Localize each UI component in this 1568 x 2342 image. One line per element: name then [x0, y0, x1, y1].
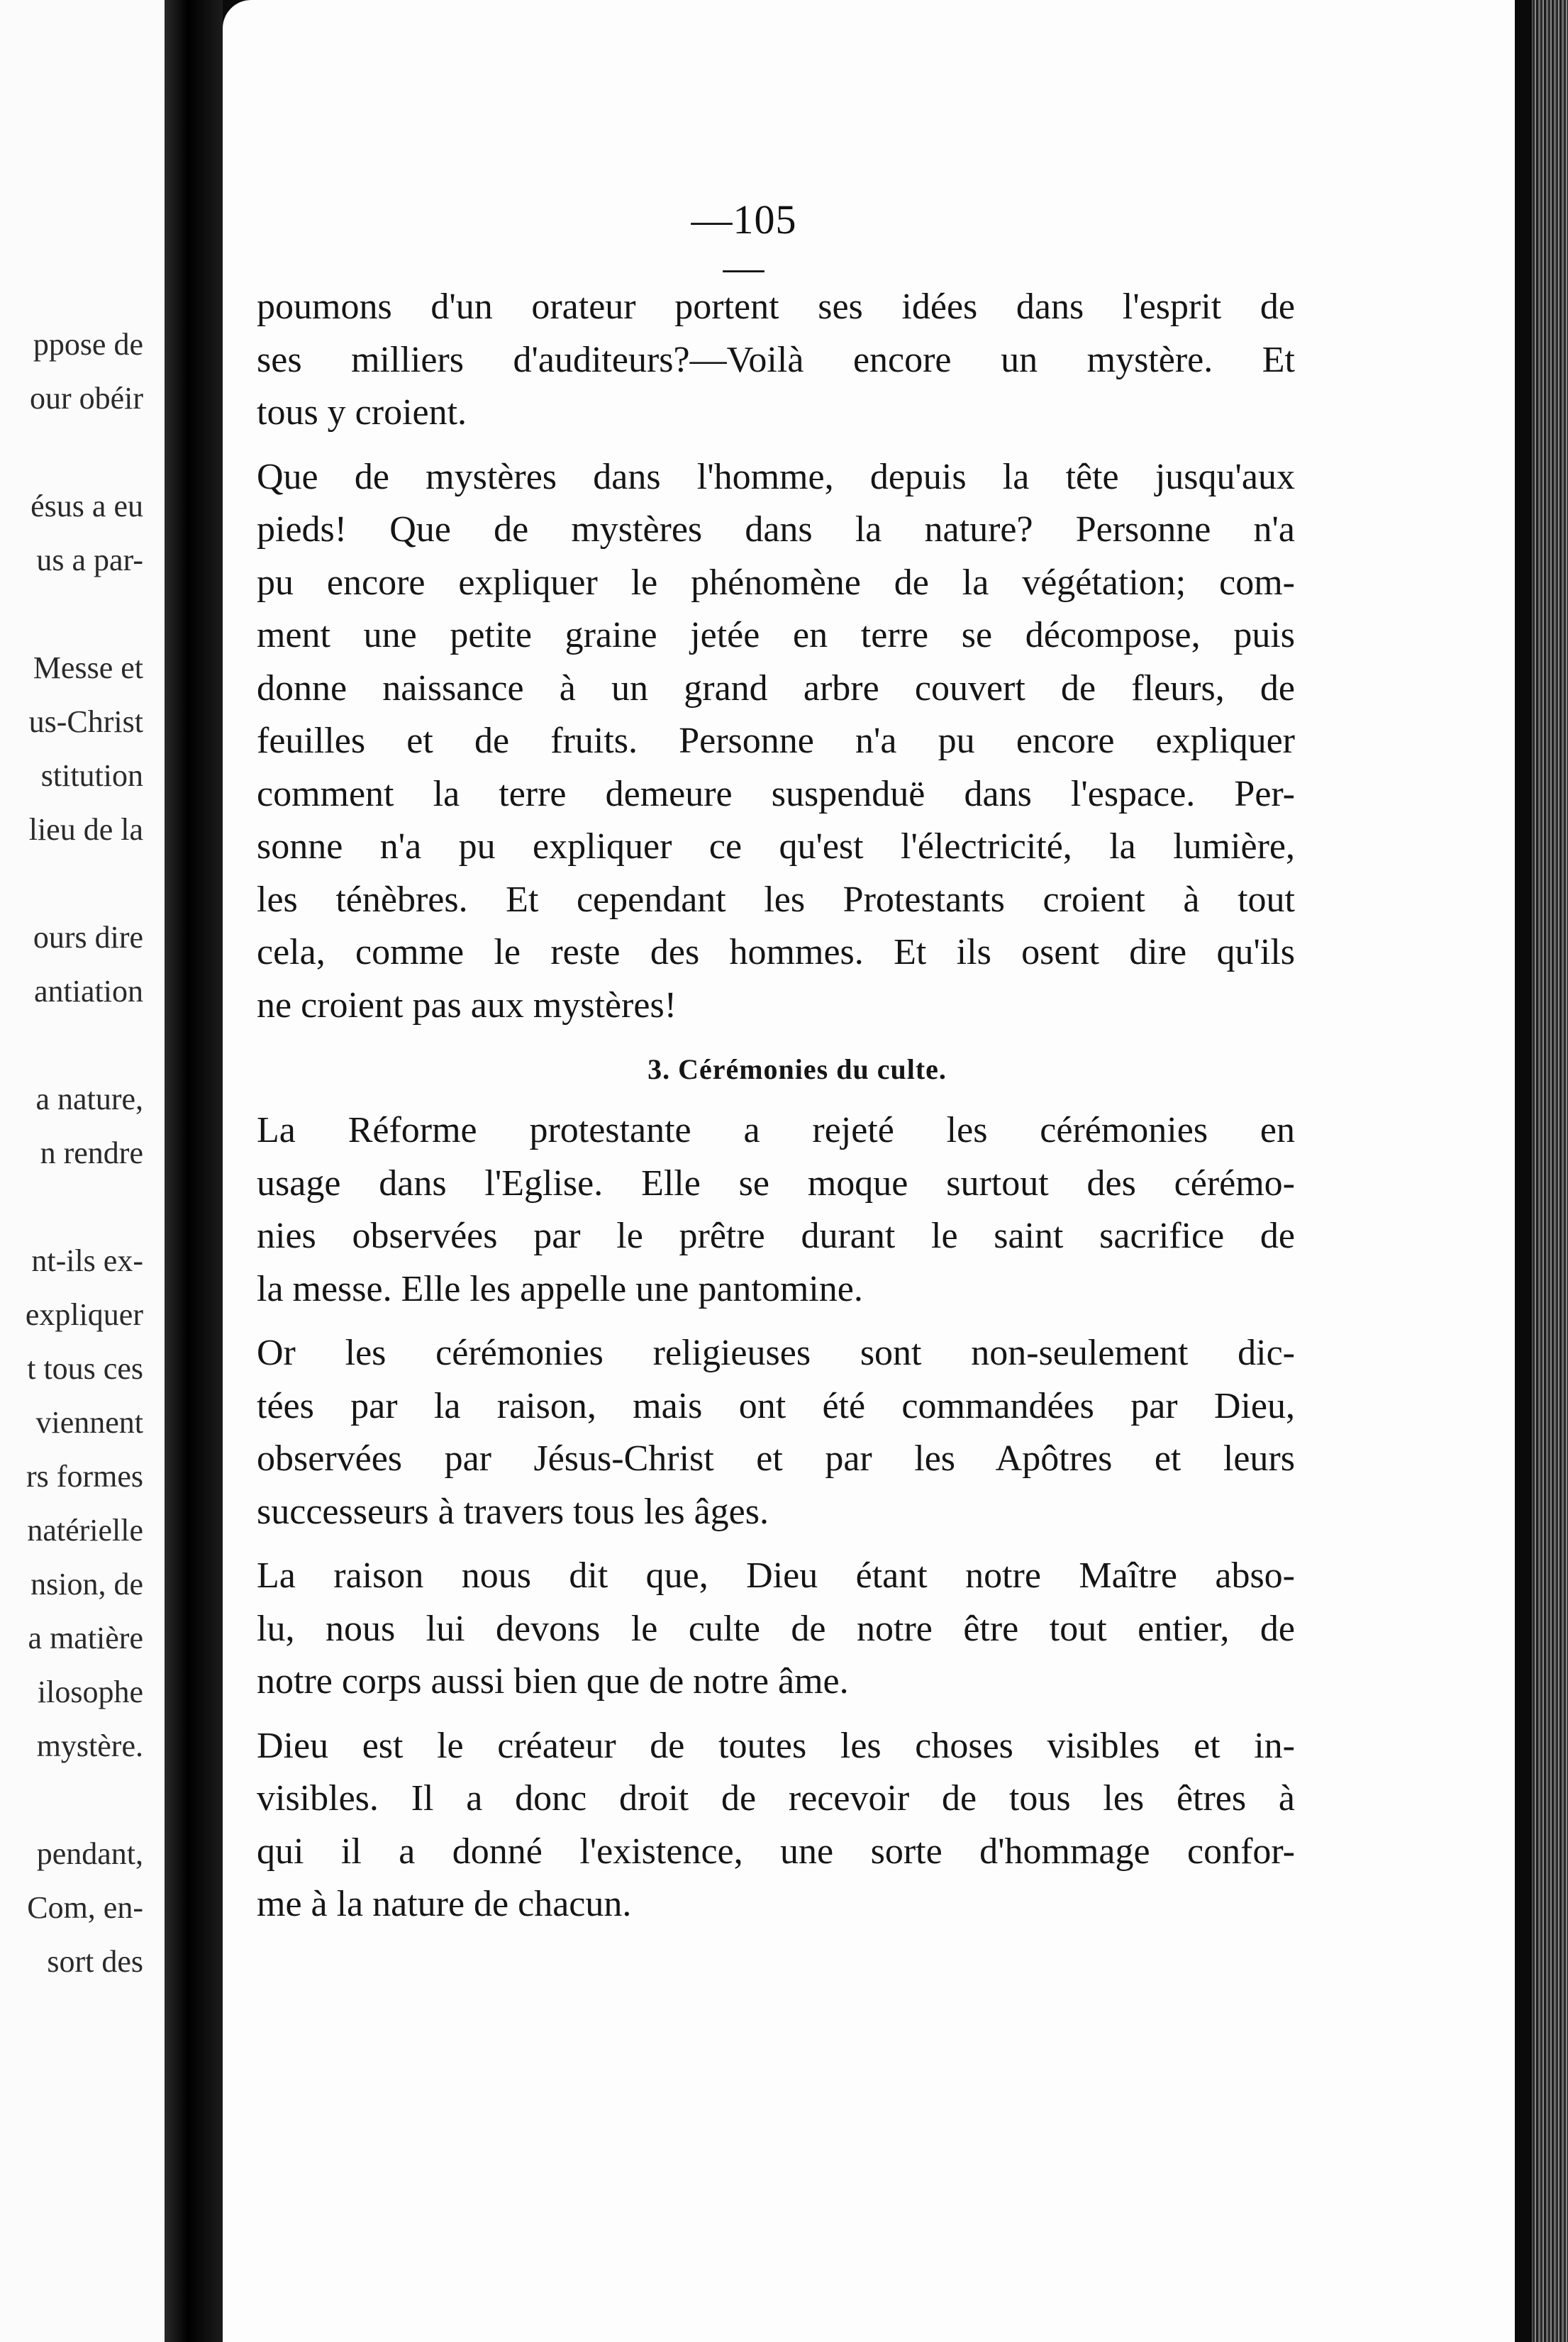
facing-line: n rendre — [40, 1136, 143, 1170]
text-line: la messe. Elle les appelle une pantomine. — [257, 1268, 863, 1309]
facing-line: us-Christ — [28, 704, 143, 739]
text-line: visibles. Il a donc droit de recevoir de tous les êtres à — [257, 1778, 1295, 1819]
text-line: nies observées par le prêtre durant le saint sacrifice de — [257, 1216, 1295, 1256]
text-line: Dieu est le créateur de toutes les choses visibles et in- — [257, 1725, 1295, 1766]
paragraph — [257, 451, 1295, 1033]
facing-line: ppose de — [33, 327, 143, 362]
text-line: feuilles et de fruits. Personne n'a pu encore expliquer — [257, 721, 1295, 761]
text-line: lu, nous lui devons le culte de notre être tout entier, de — [257, 1608, 1295, 1649]
text-line: successeurs à travers tous les âges. — [257, 1491, 769, 1532]
page-body — [257, 281, 1295, 1931]
paragraph — [257, 1550, 1295, 1709]
text-line: donne naissance à un grand arbre couvert de fleurs, de — [257, 667, 1295, 709]
paragraph — [257, 281, 1295, 440]
facing-line: viennent — [35, 1405, 143, 1440]
facing-line: our obéir — [29, 381, 143, 416]
facing-line: a matière — [28, 1621, 143, 1655]
text-line: les ténèbres. Et cependant les Protestants croient à tout — [257, 879, 1295, 920]
facing-line: ilosophe — [37, 1675, 143, 1709]
text-line: cela, comme le reste des hommes. Et ils osent dire qu'ils — [257, 932, 1295, 972]
text-line: qui il a donné l'existence, une sorte d'hommage confor- — [257, 1831, 1295, 1872]
facing-line: mystère. — [36, 1728, 143, 1763]
text-line: poumons d'un orateur portent ses idées dans l'esprit de — [257, 287, 1295, 327]
facing-page — [0, 0, 183, 2342]
text-line: ses milliers d'auditeurs?—Voilà encore un mystère. Et — [257, 339, 1295, 380]
facing-page-text — [26, 318, 143, 1989]
page-number: —105— — [691, 196, 797, 290]
facing-line: lieu de la — [28, 812, 143, 847]
text-line: sonne n'a pu expliquer ce qu'est l'électricité, la lumière, — [257, 826, 1295, 867]
section-heading: 3. Cérémonies du culte. — [647, 1053, 947, 1085]
paragraph — [257, 1104, 1295, 1316]
facing-line: t tous ces — [27, 1351, 143, 1386]
facing-line: nsion, de — [30, 1567, 143, 1602]
page-edges — [1515, 0, 1568, 2342]
facing-line: natérielle — [27, 1513, 143, 1548]
text-line: ne croient pas aux mystères! — [257, 984, 677, 1026]
paragraph — [257, 1327, 1295, 1538]
text-line: tées par la raison, mais ont été commandées par Dieu, — [257, 1385, 1295, 1426]
facing-line: Com, en- — [27, 1890, 143, 1925]
facing-line: rs formes — [26, 1459, 143, 1494]
text-line: ment une petite graine jetée en terre se décompose, puis — [257, 615, 1295, 655]
text-line: Que de mystères dans l'homme, depuis la tête jusqu'aux — [257, 456, 1295, 497]
text-line: usage dans l'Eglise. Elle se moque surtout des cérémo- — [257, 1162, 1295, 1204]
text-line: pu encore expliquer le phénomène de la végétation; com- — [257, 562, 1295, 603]
facing-line: expliquer — [25, 1297, 143, 1332]
text-line: tous y croient. — [257, 392, 467, 433]
text-line: me à la nature de chacun. — [257, 1884, 632, 1924]
paragraph — [257, 1720, 1295, 1931]
facing-line: us a par- — [36, 543, 143, 577]
text-line: La Réforme protestante a rejeté les cérémonies en — [257, 1110, 1295, 1150]
facing-line: Messe et — [33, 650, 143, 685]
text-line: La raison nous dit que, Dieu étant notre Maître abso- — [257, 1555, 1295, 1596]
facing-line: sort des — [47, 1944, 143, 1979]
facing-line: stitution — [40, 758, 143, 793]
text-line: observées par Jésus-Christ et par les Apôtres et leurs — [257, 1438, 1295, 1479]
facing-line: antiation — [34, 974, 143, 1009]
text-line: pieds! Que de mystères dans la nature? Personne n'a — [257, 509, 1295, 550]
facing-line: pendant, — [36, 1836, 143, 1871]
text-line: Or les cérémonies religieuses sont non-seulement dic- — [257, 1333, 1295, 1373]
book-gutter — [165, 0, 223, 2342]
facing-line: nt-ils ex- — [31, 1243, 143, 1278]
text-line: comment la terre demeure suspenduë dans l'espace. Per- — [257, 773, 1295, 814]
facing-line: ours dire — [33, 920, 143, 955]
facing-line: ésus a eu — [30, 489, 143, 523]
facing-line: a nature, — [35, 1082, 143, 1116]
text-line: notre corps aussi bien que de notre âme. — [257, 1661, 849, 1702]
